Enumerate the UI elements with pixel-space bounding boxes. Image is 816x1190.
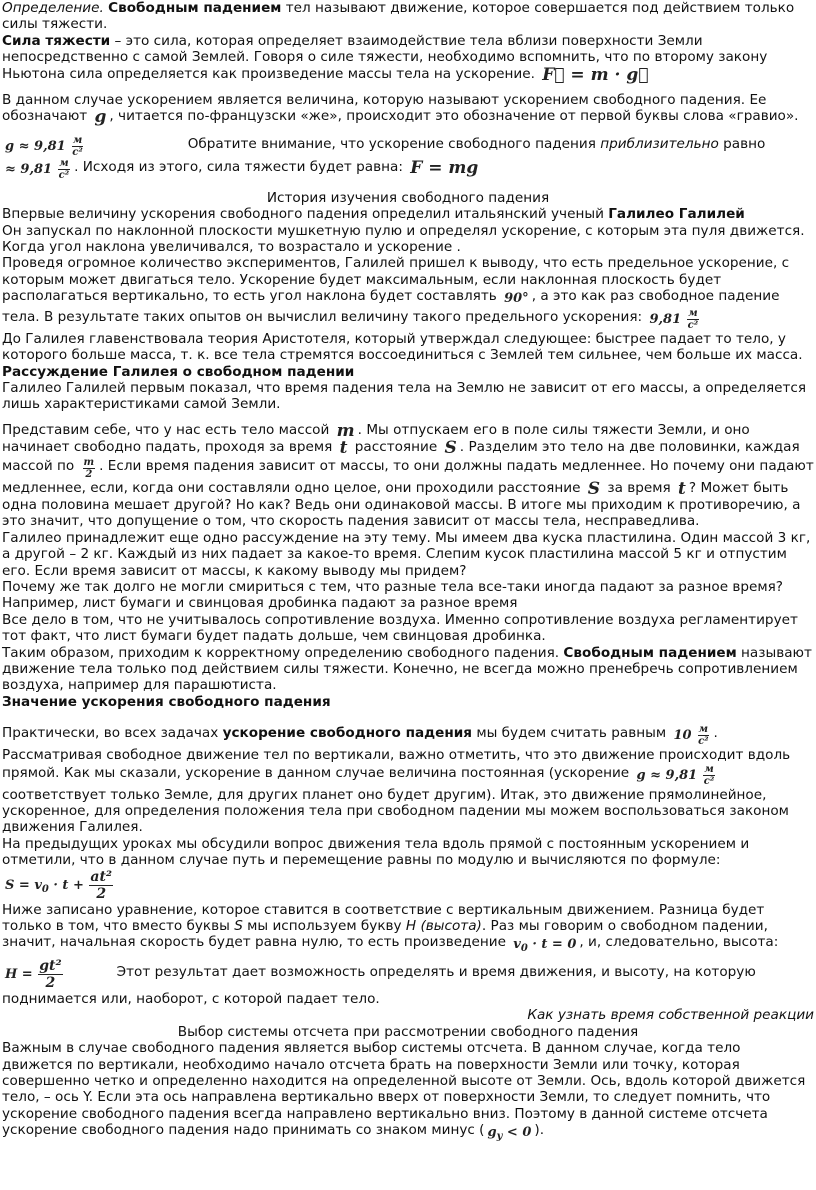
limit-accel-formula: 9,81 $\frac{м}{\text{с²}}$: [649, 307, 699, 331]
definition-paragraph: [2, 0, 814, 33]
approx-text: Обратите внимание, что ускорение свободного падения: [187, 135, 601, 152]
meaning-p4: Ниже записано уравнение, которое ставится в соответствие с вертикальным движением. Разница будет только в том, что вместо буквы S мы используем букву Н (высота). Раз мы говорим о свободном падении, значит, начальная скорость будет равна нулю, то есть произведение $v_0 \cdot t = 0$ , и, следовательно, высота:: [2, 902, 814, 958]
history-p3: Проведя огромное количество экспериментов, Галилей пришел к выводу, что есть предельное ускорение, с которым может двигаться тело. Ускорение будет максимальным, если наклонная плоскость будет располагаться вертикально, то есть угол наклона будет составлять 90° , а это как раз свободное падение тела. В результате таких опытов он вычислил величину такого предельного ускорения: 9,81 $\frac{м}{\text{с²}}$: [2, 255, 790, 331]
meaning-heading: Значение ускорения свободного падения: [2, 693, 331, 710]
reasoning-p5: Все дело в том, что не учитывалось сопротивление воздуха. Именно сопротивление воздуха регламентирует тот факт, что лист бумаги будет падать дольше, чем свинцовая дробинка.: [2, 611, 798, 645]
approx-value-formula: ≈ 9,81 $\frac{м}{\text{с²}}$: [5, 157, 70, 181]
free-fall-term: Свободным падением: [563, 644, 737, 661]
history-p4: До Галилея главенствовала теория Аристотеля, который утверждал следующее: быстрее падает то тело, у которого больше масса, т. к. все тела стремятся воссоединиться с Землей тем сильнее, чем больше их масса.: [2, 330, 803, 364]
frame-heading: Выбор системы отсчета при рассмотрении свободного падения: [177, 1023, 639, 1040]
meaning-p3: На предыдущих уроках мы обсудили вопрос движения тела вдоль прямой с постоянным ускорением и отметили, что в данном случае путь и перемещение равны по модулю и вычисляются по формуле: $S = v_0 \cdot t$ + $\frac{\text{at²}}{2}$: [2, 835, 750, 902]
galileo-name: Галилео Галилей: [608, 206, 745, 223]
g-approx-formula: g ≈ 9,81 $\frac{м}{\text{с²}}$: [5, 134, 83, 158]
gravity-term: Сила тяжести: [2, 32, 111, 49]
reasoning-p4: Почему же так долго не могли смириться с тем, что разные тела все-таки иногда падают за разное время? Например, лист бумаги и свинцовая дробинка падают за разное время: [2, 578, 784, 612]
reasoning-heading: Рассуждение Галилея о свободном падении: [2, 363, 355, 380]
approx-text2: равно: [718, 135, 766, 152]
accel-text2: , читается по-французски «же», происходит это обозначение от первой буквы слова «гравио».: [109, 108, 799, 125]
weight-formula: F = mg: [410, 157, 479, 178]
mass-symbol: m: [336, 420, 355, 441]
time-symbol: t: [339, 438, 348, 459]
gravity-paragraph: [2, 33, 814, 83]
frame-p1: Важным в случае свободного падения является выбор системы отсчета. В данном случае, когда тело движется по вертикали, необходимо начало отсчета брать на поверхности Земли или точку, которая совершенно четко и определенно находится на определенной высоте от Земли. Ось, вдоль которой движется тело, – ось Y. Если эта ось направлена вертикально вверх от поверхности Земли, то следует помнить, что ускорение свободного падения всегда направлено вертикально вниз. Поэтому в данной системе отсчета ускорение свободного падения надо принимать со знаком минус ( $g_y < 0$ ).: [2, 1040, 814, 1145]
accel-text: В данном случае ускорением является величина, которую называют ускорением свободного падения. Ее обозначают: [2, 92, 767, 125]
newton-formula: F⃗ = m · g⃗: [542, 64, 649, 85]
reasoning-p3: Галилео принадлежит еще одно рассуждение на эту тему. Мы имеем два куска пластилина. Один массой 3 кг, а другой – 2 кг. Каждый из них падает за какое-то время. Слепим кусок пластилина массой 5 кг и отпустим его. Если время зависит от массы, к какому выводу мы придем?: [2, 529, 811, 579]
height-formula: H = $\frac{\text{gt²}}{2}$: [5, 957, 62, 991]
approx-text3: . Исходя из этого, сила тяжести будет равна:: [74, 158, 403, 175]
history-p2: Он запускал по наклонной плоскости мушкетную пулю и определял ускорение, с которым эта пуля движется. Когда угол наклона увеличивался, то возрастало и ускорение .: [2, 222, 805, 256]
accel-paragraph: [2, 92, 814, 126]
motion-formula: $S = v_0 \cdot t$ + $\frac{\text{at²}}{2}$: [5, 868, 113, 902]
gy-formula: $g_y < 0$: [487, 1125, 532, 1143]
meaning-p5: H = $\frac{\text{gt²}}{2}$ Этот результат дает возможность определять и время движения, и высоту, на которую поднимается или, наоборот, с которой падает тело.: [2, 957, 756, 1007]
meaning-p2: Рассматривая свободное движение тел по вертикали, важно отметить, что это движение происходит вдоль прямой. Как мы сказали, ускорение в данном случае величина постоянная (ускорение g ≈ 9,81 $\frac{м}{\text{с²}}$ соответствует только Земле, для других планет оно будет другим). Итак, это движение прямолинейное, ускоренное, для определения положения тела при свободном падении мы можем воспользоваться законом движения Галилея.: [2, 747, 791, 836]
angle-value: 90°: [504, 291, 529, 307]
v0t-formula: $v_0 \cdot t = 0$: [513, 937, 577, 955]
meaning-p1: Практически, во всех задачах ускорение свободного падения мы будем считать равным 10 $\frac{м}{\text{с²}}$ .: [2, 724, 718, 748]
g-symbol: g: [94, 107, 107, 128]
distance-symbol: S: [444, 438, 457, 459]
half-mass-formula: $\frac{m}{2}$: [83, 456, 95, 480]
time-symbol-2: t: [678, 478, 686, 499]
history-heading: История изучения свободного падения: [266, 189, 550, 206]
accel-term: ускорение свободного падения: [222, 725, 473, 742]
reasoning-p1: Галилео Галилей первым показал, что время падения тела на Землю не зависит от его массы, а определяется лишь характеристиками самой Земли.: [2, 379, 807, 413]
reasoning-p2: Представим себе, что у нас есть тело массой m . Мы отпускаем его в поле силы тяжести Земли, и оно начинает свободно падать, проходя за время t расстояние S . Разделим это тело на две половинки, каждая массой по $\frac{m}{2}$ . Если время падения зависит от массы, то они должны падать медленнее. Но почему они падают медленнее, если, когда они составляли одно целое, они проходили расстояние S за время t ? Может быть одна половина мешает другой? Но как? Ведь они одинаковой массы. В итоге мы приходим к противоречию, а это значит, что допущение о том, что скорость падения зависит от массы тела, несправедлива.: [2, 420, 814, 530]
history-p1: Впервые величину ускорения свободного падения определил итальянский ученый Галилео Галилей: [2, 206, 745, 223]
ten-formula: 10 $\frac{м}{\text{с²}}$: [673, 724, 709, 748]
definition-text: тел называют движение, которое совершается под действием только силы тяжести.: [2, 0, 795, 33]
distance-symbol-2: S: [587, 478, 601, 499]
reasoning-p6: Таким образом, приходим к корректному определению свободного падения. Свободным падением называют движение тела только под действием силы тяжести. Конечно, не всегда можно пренебречь сопротивлением воздуха, например для парашютиста.: [2, 644, 812, 694]
approx-paragraph: [2, 135, 814, 181]
g-approx-formula-2: g ≈ 9,81 $\frac{м}{\text{с²}}$: [636, 763, 715, 787]
approx-word: приблизительно: [600, 135, 719, 152]
gravity-text: – это сила, которая определяет взаимодействие тела вблизи поверхности Земли непосредственно с самой Землей. Говоря о силе тяжести, необходимо вспомнить, что по второму закону Ньютона сила определяется как произведение массы тела на ускорение.: [2, 32, 768, 82]
definition-term: Свободным падением: [108, 0, 282, 16]
reaction-time-link: Как узнать время собственной реакции: [527, 1007, 814, 1024]
definition-label: Определение.: [2, 0, 104, 16]
